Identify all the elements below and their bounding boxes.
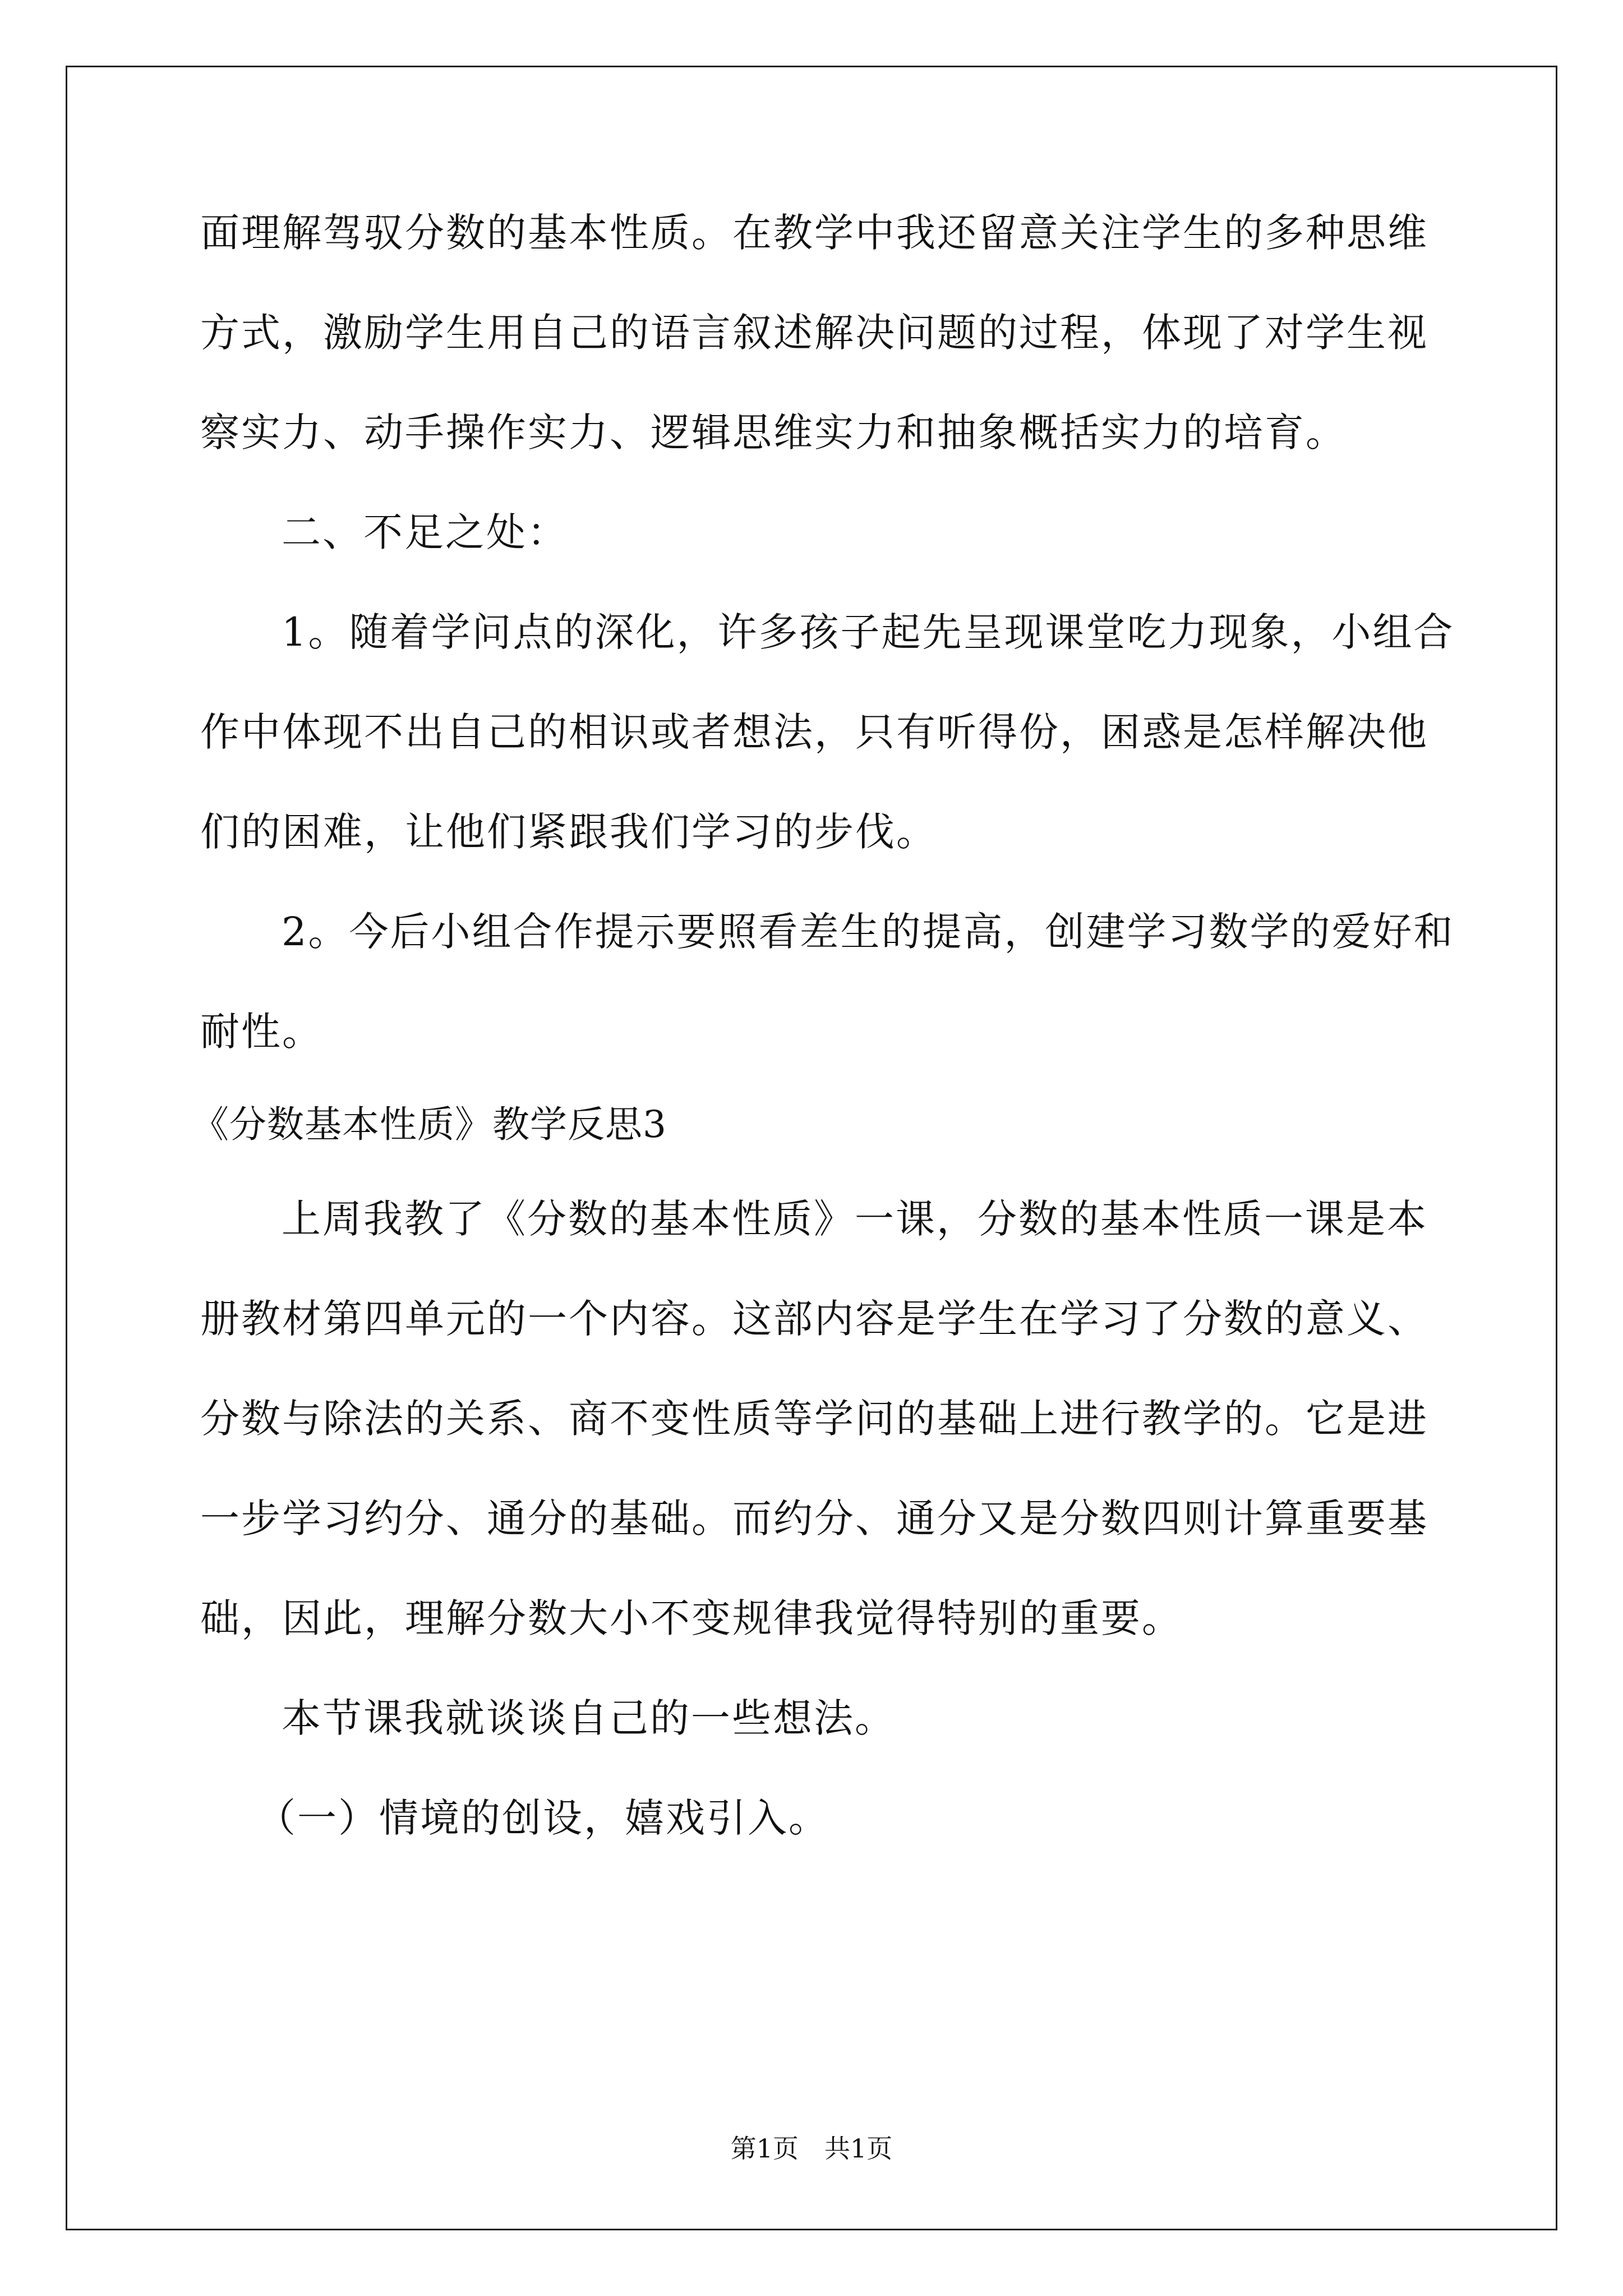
paragraph-line: 面理解驾驭分数的基本性质。在教学中我还留意关注学生的多种思维 bbox=[200, 210, 1428, 256]
paragraph-line: 察实力、动手操作实力、逻辑思维实力和抽象概括实力的培育。 bbox=[200, 409, 1347, 455]
paragraph-line: 2。今后小组合作提示要照看差生的提高，创建学习数学的爱好和 bbox=[282, 909, 1455, 955]
paragraph-line: 分数与除法的关系、商不变性质等学问的基础上进行教学的。它是进 bbox=[200, 1396, 1428, 1442]
page-footer: 第1页 共1页 bbox=[730, 2133, 893, 2164]
paragraph-line: 上周我教了《分数的基本性质》一课，分数的基本性质一课是本 bbox=[282, 1196, 1428, 1242]
paragraph-line: 作中体现不出自己的相识或者想法，只有听得份，困惑是怎样解决他 bbox=[200, 709, 1428, 755]
paragraph-line: 一步学习约分、通分的基础。而约分、通分又是分数四则计算重要基 bbox=[200, 1496, 1428, 1542]
paragraph-line: 础，因此，理解分数大小不变规律我觉得特别的重要。 bbox=[200, 1595, 1183, 1641]
paragraph-line: 本节课我就谈谈自己的一些想法。 bbox=[282, 1695, 896, 1741]
paragraph-line: 1。随着学问点的深化，许多孩子起先呈现课堂吃力现象，小组合 bbox=[282, 609, 1455, 655]
paragraph-line: （一）情境的创设，嬉戏引入。 bbox=[256, 1795, 829, 1841]
document-title: 《分数基本性质》教学反思3 bbox=[192, 1103, 667, 1146]
paragraph-line: 们的困难，让他们紧跟我们学习的步伐。 bbox=[200, 809, 937, 855]
paragraph-line: 册教材第四单元的一个内容。这部内容是学生在学习了分数的意义、 bbox=[200, 1296, 1428, 1342]
section-heading: 二、不足之处： bbox=[282, 509, 568, 555]
paragraph-line: 耐性。 bbox=[200, 1009, 323, 1055]
paragraph-line: 方式，激励学生用自己的语言叙述解决问题的过程，体现了对学生视 bbox=[200, 310, 1428, 356]
